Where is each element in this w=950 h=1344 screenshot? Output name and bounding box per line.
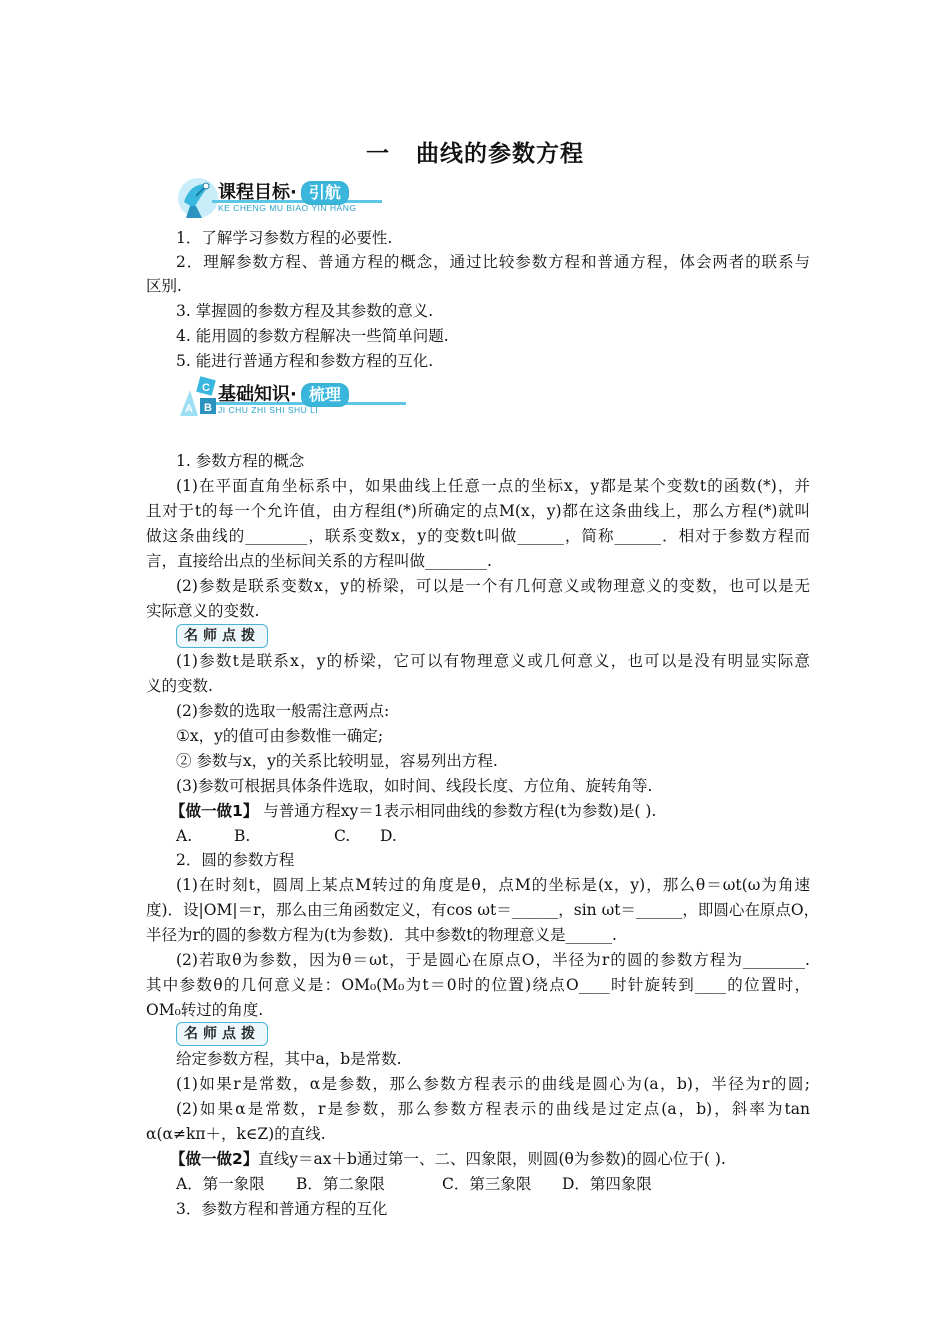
exercise-2 <box>170 1149 834 1169</box>
tip-line: (2)参数的选取一般需注意两点: <box>176 702 390 720</box>
paragraph-line: (2)参数是联系变数x，y的桥梁，可以是一个有几何意义或物理意义的变数，也可以是无 <box>176 577 810 595</box>
tip-line: (1)参数t是联系x，y的桥梁，它可以有物理意义或几何意义，也可以是没有明显实际意 <box>176 652 810 670</box>
exercise-1 <box>170 801 834 821</box>
option-c[interactable]: C．第三象限 <box>442 1175 532 1193</box>
goal-line: 1．了解学习参数方程的必要性. <box>176 229 393 247</box>
abc-blocks-icon <box>176 376 224 422</box>
section-heading: 2．圆的参数方程 <box>176 851 295 869</box>
paragraph-line: 言，直接给出点的坐标间关系的方程叫做________. <box>146 552 492 570</box>
svg-text:B: B <box>204 402 212 414</box>
tip-line: α(α≠kπ＋，k∈Z)的直线. <box>146 1125 326 1143</box>
banner-subtitle: KE CHENG MU BIAO YIN HANG <box>218 203 357 213</box>
svg-text:C: C <box>202 382 210 394</box>
banner-title: 课程目标· 引航 <box>218 178 349 205</box>
section-heading: 3．参数方程和普通方程的互化 <box>176 1200 388 1218</box>
option-b[interactable]: B. <box>234 827 251 845</box>
banner-tag: 梳理 <box>301 383 349 407</box>
paragraph-line: 度)．设|OM|＝r，那么由三角函数定义，有cos ωt＝______，sin ωt＝______，即圆心在原点O， <box>146 901 820 919</box>
tip-line: 给定参数方程，其中a，b是常数. <box>176 1050 402 1068</box>
paragraph-line: 其中参数θ的几何意义是：OM₀(M₀为t＝0时的位置)绕点O____时针旋转到____的位置时， <box>146 976 810 994</box>
tip-line: 义的变数. <box>146 677 213 695</box>
banner-tag: 引航 <box>301 181 349 205</box>
goal-line: 区别. <box>146 277 182 295</box>
goal-line: 2．理解参数方程、普通方程的概念，通过比较参数方程和普通方程，体会两者的联系与 <box>176 253 810 271</box>
banner-title: 基础知识· 梳理 <box>218 380 349 407</box>
goal-line: 5. 能进行普通方程和参数方程的互化. <box>176 352 434 370</box>
title-text: 曲线的参数方程 <box>416 141 584 167</box>
page-title <box>0 135 950 168</box>
option-a[interactable]: A．第一象限 <box>176 1175 265 1193</box>
paragraph-line: 做这条曲线的________，联系变数x，y的变数t叫做______，简称______．相对于参数方程而 <box>146 527 810 545</box>
tip-line: (1)如果r是常数，α是参数，那么参数方程表示的曲线是圆心为(a，b)，半径为r的圆; <box>176 1075 810 1093</box>
paragraph-line: (2)若取θ为参数，因为θ＝ωt，于是圆心在原点O，半径为r的圆的参数方程为________. <box>176 951 810 969</box>
goal-line: 4. 能用圆的参数方程解决一些简单问题. <box>176 327 449 345</box>
section-heading: 1. 参数方程的概念 <box>176 452 305 470</box>
option-b[interactable]: B．第二象限 <box>296 1175 385 1193</box>
paragraph-line: (1)在平面直角坐标系中，如果曲线上任意一点的坐标x，y都是某个变数t的函数(*)，并 <box>176 477 810 495</box>
goal-line: 3. 掌握圆的参数方程及其参数的意义. <box>176 302 434 320</box>
tip-line: (3)参数可根据具体条件选取，如时间、线段长度、方位角、旋转角等. <box>176 777 653 795</box>
paragraph-line: (1)在时刻t，圆周上某点M转过的角度是θ，点M的坐标是(x，y)，那么θ＝ωt(ω为角速 <box>176 876 810 894</box>
exercise-text: 直线y＝ax＋b通过第一、二、四象限，则圆(θ为参数)的圆心位于( ). <box>258 1150 726 1168</box>
option-c[interactable]: C. <box>334 827 351 845</box>
satellite-dish-icon <box>176 172 220 222</box>
exercise-label: 【做一做2】 <box>170 1150 259 1168</box>
tip-line: ② 参数与x，y的关系比较明显，容易列出方程. <box>176 752 498 770</box>
teacher-tip-label: 名师点拨 <box>176 1022 268 1046</box>
title-number: 一 <box>366 141 390 167</box>
paragraph-line: OM₀转过的角度. <box>146 1001 264 1019</box>
tip-line: (2)如果α是常数，r是参数，那么参数方程表示的曲线是过定点(a，b)，斜率为tan <box>176 1100 810 1118</box>
exercise-text: 与普通方程xy＝1表示相同曲线的参数方程(t为参数)是( ). <box>258 802 657 820</box>
paragraph-line: 半径为r的圆的参数方程为(t为参数)．其中参数t的物理意义是______. <box>146 926 617 944</box>
basic-knowledge-banner <box>176 374 406 424</box>
paragraph-line: 实际意义的变数. <box>146 602 260 620</box>
teacher-tip-label: 名师点拨 <box>176 624 268 648</box>
paragraph-line: 且对于t的每一个允许值，由方程组(*)所确定的点M(x，y)都在这条曲线上，那么方程(*)就叫 <box>146 502 810 520</box>
tip-line: ①x，y的值可由参数惟一确定; <box>176 727 384 745</box>
exercise-label: 【做一做1】 <box>170 802 259 820</box>
option-d[interactable]: D．第四象限 <box>562 1175 652 1193</box>
option-a[interactable]: A. <box>176 827 193 845</box>
option-d[interactable]: D. <box>380 827 397 845</box>
svg-text:A: A <box>185 403 193 415</box>
course-goals-banner <box>176 172 386 222</box>
banner-subtitle: JI CHU ZHI SHI SHU LI <box>218 405 319 415</box>
